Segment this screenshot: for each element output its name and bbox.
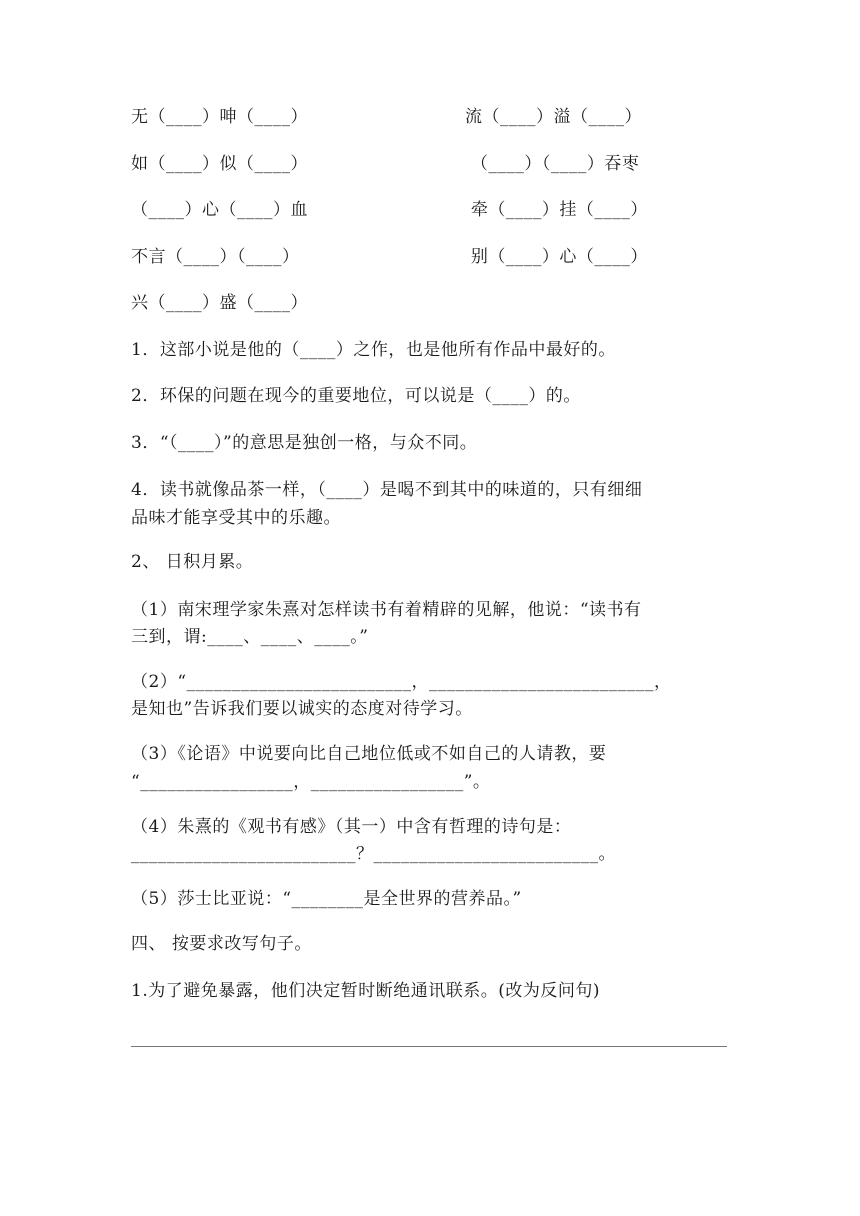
fill-sentence-4-line-2: 品味才能享受其中的乐趣。 xyxy=(131,508,341,528)
idiom-row-1-right: 流（____）溢（____） xyxy=(465,107,642,127)
question-2-line-1: （2）“_________________________，_________________________， xyxy=(131,672,672,692)
question-1-line-1: （1）南宋理学家朱熹对怎样读书有着精辟的见解，他说：“读书有 xyxy=(131,600,642,620)
idiom-row-5-left: 兴（____）盛（____） xyxy=(131,293,308,313)
fill-sentence-1: 1．这部小说是他的（____）之作，也是他所有作品中最好的。 xyxy=(131,340,616,360)
question-3-line-1: （3）《论语》中说要向比自己地位低或不如自己的人请教，要 xyxy=(131,744,607,764)
section-4-title: 四、 按要求改写句子。 xyxy=(131,934,312,954)
idiom-row-4-right: 别（____）心（____） xyxy=(465,247,648,267)
idiom-row-3-left: （____）心（____）血 xyxy=(131,200,308,220)
idiom-row-2-left: 如（____）似（____） xyxy=(131,154,308,174)
question-1-line-2: 三到，谓:____、____、____。” xyxy=(131,627,369,647)
fill-sentence-3: 3．“（____）”的意思是独创一格，与众不同。 xyxy=(131,433,478,453)
rewrite-question-1: 1.为了避免暴露，他们决定暂时断绝通讯联系。(改为反问句) xyxy=(131,981,600,1001)
idiom-row-4-left: 不言（____）（____） xyxy=(131,247,300,267)
idiom-row-1-left: 无（____）呻（____） xyxy=(131,107,308,127)
idiom-row-3-right: 牵（____）挂（____） xyxy=(465,200,648,220)
fill-sentence-2: 2．环保的问题在现今的重要地位，可以说是（____）的。 xyxy=(131,386,581,406)
question-4-line-2: _________________________？_________________________。 xyxy=(131,844,616,864)
section-2-title: 2、 日积月累。 xyxy=(131,552,254,572)
question-5: （5）莎士比亚说：“________是全世界的营养品。” xyxy=(131,889,522,909)
question-2-line-2: 是知也”告诉我们要以诚实的态度对待学习。 xyxy=(131,699,473,719)
idiom-row-2-right: （____）（____）吞枣 xyxy=(465,154,640,174)
question-3-line-2: “_________________，_________________”。 xyxy=(131,772,491,792)
fill-sentence-4-line-1: 4．读书就像品茶一样，（____）是喝不到其中的味道的，只有细细 xyxy=(131,480,643,500)
answer-line[interactable] xyxy=(131,1046,727,1047)
question-4-line-1: （4）朱熹的《观书有感》（其一）中含有哲理的诗句是： xyxy=(131,817,572,837)
